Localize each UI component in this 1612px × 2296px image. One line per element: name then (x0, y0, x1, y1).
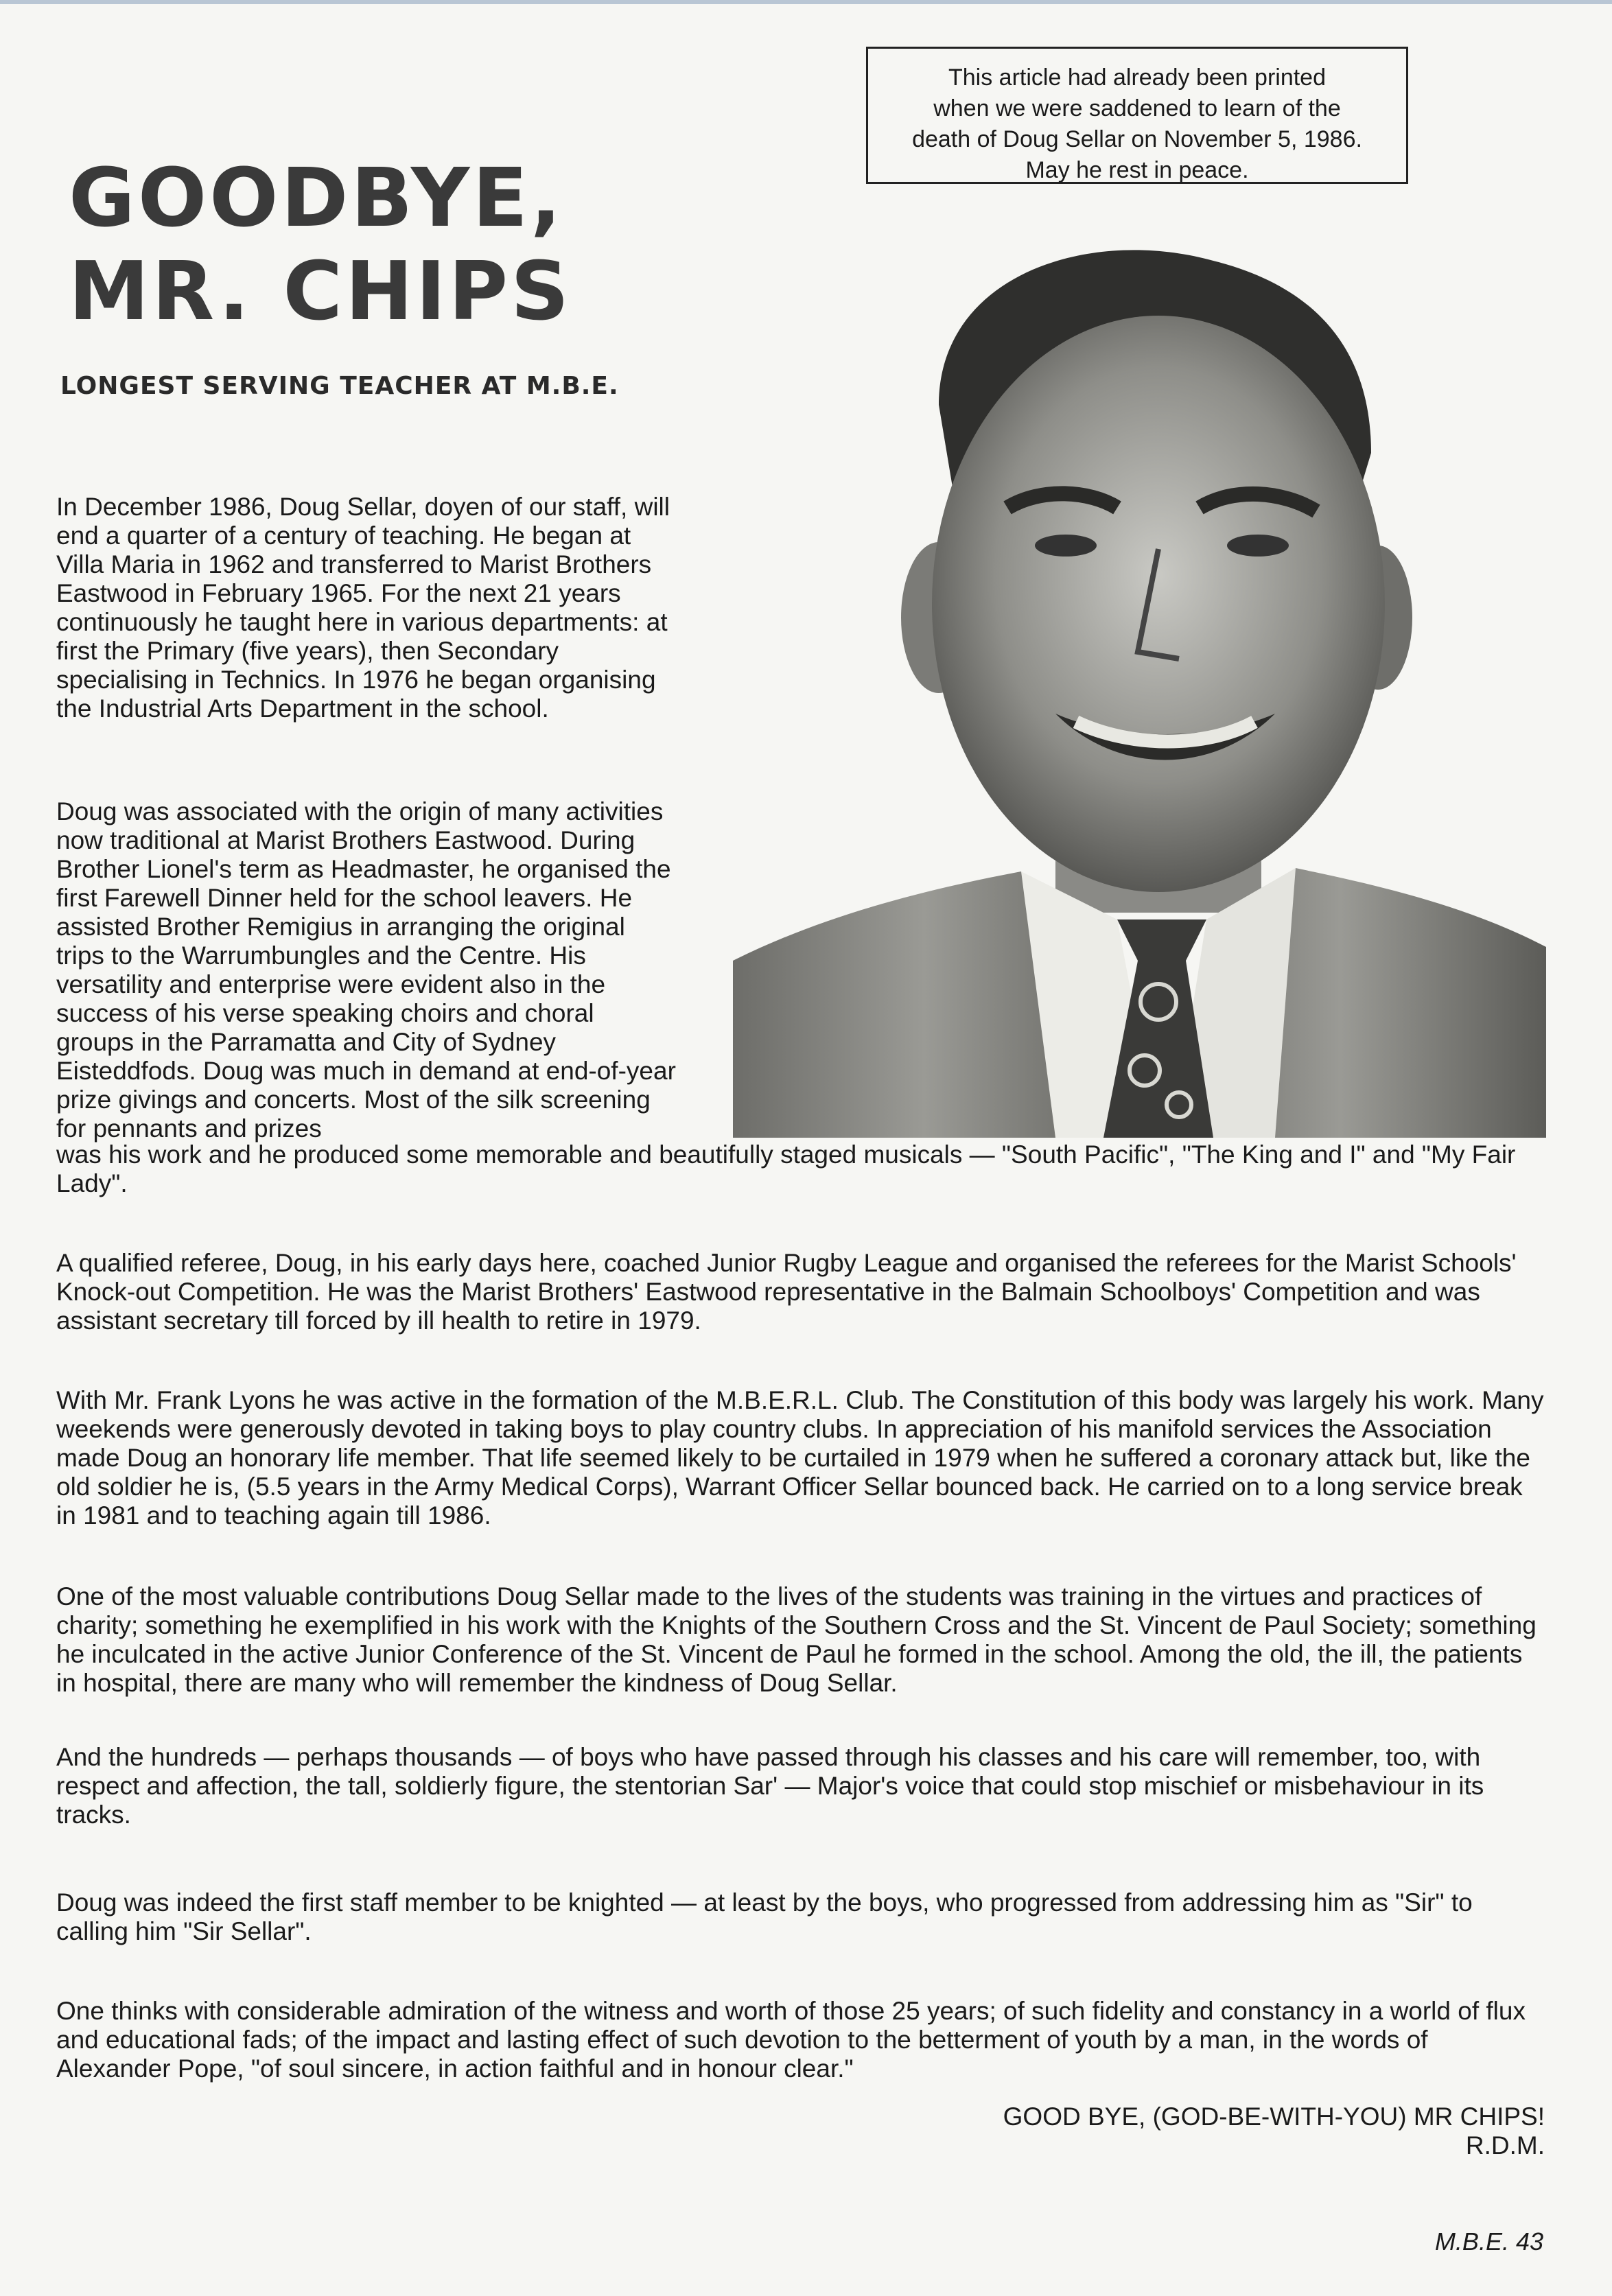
notice-line: when we were saddened to learn of the (933, 95, 1341, 121)
paragraph-6 (56, 1743, 1547, 1829)
paragraph-text: A qualified referee, Doug, in his early days here, coached Junior Rugby League and organised the referees for the Marist Schools' Knock-out Competition. He was the Marist Brothers' Eastwood representative in the Balmain Schoolboys' Competition and was assistant secretary till forced by ill health to retire in 1979. (56, 1249, 1517, 1335)
paragraph-2-continued (56, 1140, 1547, 1198)
paragraph-7 (56, 1888, 1547, 1946)
paragraph-text: With Mr. Frank Lyons he was active in the formation of the M.B.E.R.L. Club. The Constitution of this body was largely his work. Many weekends were generously devoted in taking boys to play country clubs. In appreciation of his manifold services the Association made Doug an honorary life member. That life seemed likely to be curtailed in 1979 when he suffered a coronary attack but, like the old soldier he is, (5.5 years in the Army Medical Corps), Warrant Officer Sellar bounced back. He carried on to a long service break in 1981 and to teaching again till 1986. (56, 1386, 1544, 1530)
article-subtitle: LONGEST SERVING TEACHER AT M.B.E. (60, 372, 619, 400)
paragraph-1 (56, 493, 678, 723)
paragraph-8 (56, 1997, 1547, 2083)
title-line-2: MR. CHIPS (69, 244, 572, 338)
paragraph-4 (56, 1386, 1547, 1530)
article-title (69, 151, 572, 338)
paragraph-text: was his work and he produced some memorable and beautifully staged musicals — "South Pacific", "The King and I" and "My Fair Lady". (56, 1140, 1516, 1197)
portrait-photo (733, 233, 1546, 1138)
paragraph-3 (56, 1249, 1547, 1335)
page-folio: M.B.E. 43 (1434, 2227, 1543, 2256)
paragraph-text: Doug was associated with the origin of many activities now traditional at Marist Brothers Eastwood. During Brother Lionel's term as Headmaster, he organised the first Farewell Dinner held for the school leavers. He assisted Brother Remigius in arranging the original trips to the Warrumbungles and the Centre. His versatility and enterprise were evident also in the success of his verse speaking choirs and choral groups in the Parramatta and City of Sydney Eisteddfods. Doug was much in demand at end-of-year prize givings and concerts. Most of the silk screening for pennants and prizes (56, 797, 676, 1143)
paragraph-5 (56, 1582, 1547, 1698)
signoff-line: GOOD BYE, (GOD-BE-WITH-YOU) MR CHIPS! (1003, 2102, 1545, 2131)
signoff (1003, 2102, 1545, 2160)
notice-line: May he rest in peace. (1025, 157, 1249, 183)
notice-line: This article had already been printed (948, 65, 1326, 91)
title-line-1: GOODBYE, (69, 150, 564, 245)
top-edge-rule (0, 0, 1612, 4)
paragraph-2 (56, 797, 678, 1143)
paragraph-text: One of the most valuable contributions Doug Sellar made to the lives of the students was training in the virtues and practices of charity; something he exemplified in his work with the Knights of the Southern Cross and the St. Vincent de Paul Society; something he inculcated in the active Junior Conference of the St. Vincent de Paul he formed in the school. Among the old, the ill, the patients in hospital, there are many who will remember the kindness of Doug Sellar. (56, 1582, 1537, 1697)
memorial-notice-box (866, 47, 1408, 184)
paragraph-text: And the hundreds — perhaps thousands — of boys who have passed through his classes and his care will remember, too, with respect and affection, the tall, soldierly figure, the stentorian Sar' — Major's voice that could stop mischief or misbehaviour in its tracks. (56, 1743, 1484, 1829)
author-initials: R.D.M. (1465, 2131, 1545, 2159)
notice-line: death of Doug Sellar on November 5, 1986. (912, 126, 1362, 152)
paragraph-text: In December 1986, Doug Sellar, doyen of our staff, will end a quarter of a century of teaching. He began at Villa Maria in 1962 and transferred to Marist Brothers Eastwood in February 1965. For the next 21 years continuously he taught here in various departments: at first the Primary (five years), then Secondary specialising in Technics. In 1976 he began organising the Industrial Arts Department in the school. (56, 493, 670, 723)
paragraph-text: One thinks with considerable admiration of the witness and worth of those 25 years; of such fidelity and constancy in a world of flux and educational fads; of the impact and lasting effect of such devotion to the betterment of youth by a man, in the words of Alexander Pope, "of soul sincere, in action faithful and in honour clear." (56, 1997, 1526, 2083)
paragraph-text: Doug was indeed the first staff member to be knighted — at least by the boys, who progressed from addressing him as "Sir" to calling him "Sir Sellar". (56, 1888, 1473, 1945)
